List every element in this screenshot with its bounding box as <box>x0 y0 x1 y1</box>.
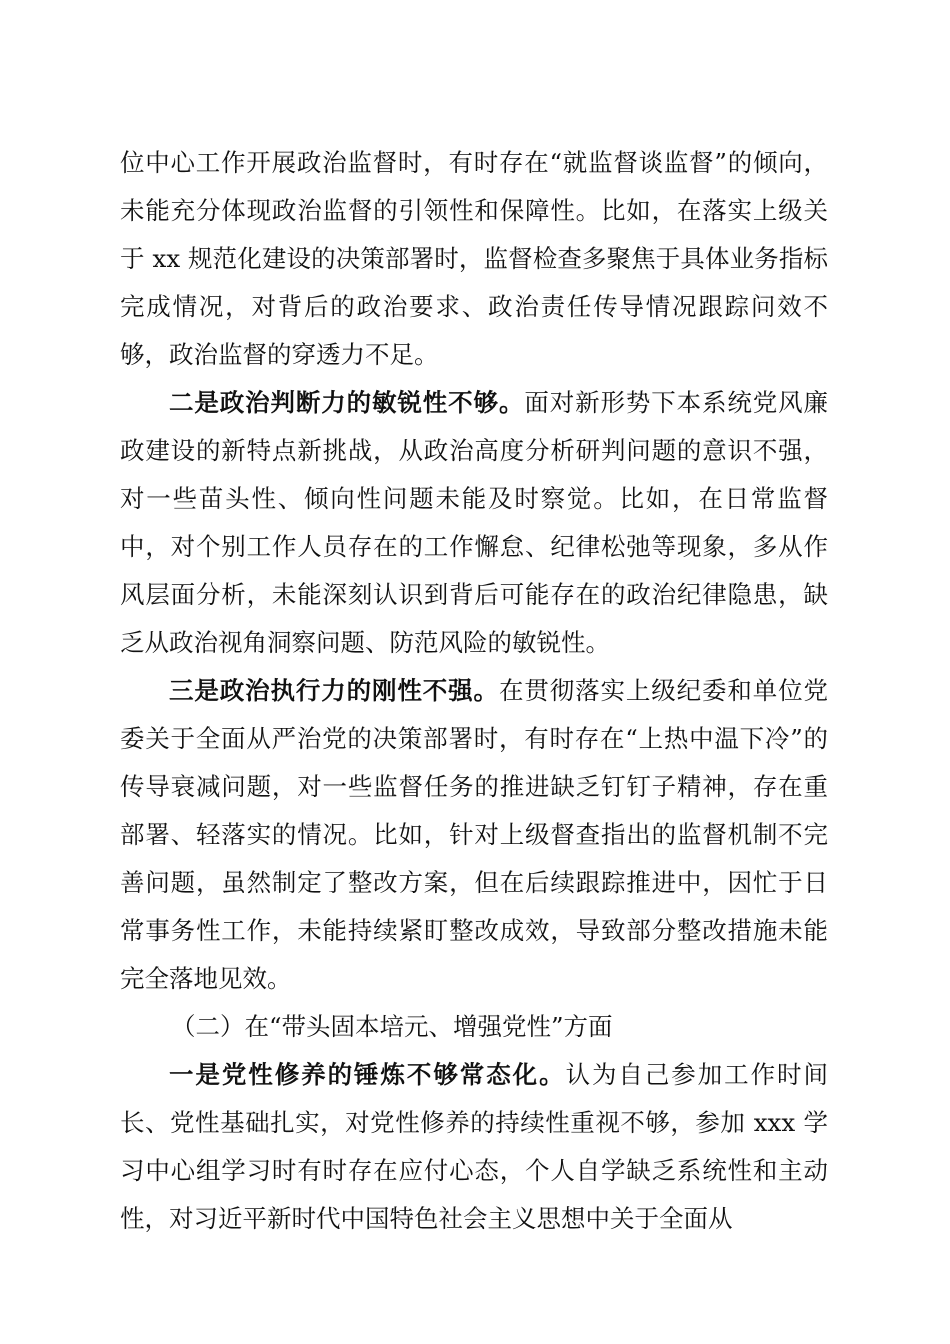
paragraph-lead: 一是党性修养的锤炼不够常态化。 <box>169 1060 566 1089</box>
paragraph-continuation <box>120 139 828 379</box>
paragraph-text: 认为自己参加工作时间长、党性基础扎实，对党性修养的持续性重视不够，参加 xxx 学习中心组学习时有时存在应付心态，个人自学缺乏系统性和主动性，对习近平新时代中国特色社会主义思想中关于全面从 <box>120 1060 828 1233</box>
paragraph-text: 在贯彻落实上级纪委和单位党委关于全面从严治党的决策部署时，有时存在“上热中温下冷”的传导衰减问题，对一些监督任务的推进缺乏钉钉子精神，存在重部署、轻落实的情况。比如，针对上级督查指出的监督机制不完善问题，虽然制定了整改方案，但在后续跟踪推进中，因忙于日常事务性工作，未能持续紧盯整改成效，导致部分整改措施未能完全落地见效。 <box>120 676 829 993</box>
paragraph-party-spirit <box>120 1051 828 1243</box>
paragraph-text: 面对新形势下本系统党风廉政建设的新特点新挑战，从政治高度分析研判问题的意识不强，对一些苗头性、倾向性问题未能及时察觉。比如，在日常监督中，对个别工作人员存在的工作懈怠、纪律松弛等现象，多从作风层面分析，未能深刻认识到背后可能存在的政治纪律隐患，缺乏从政治视角洞察问题、防范风险的敏锐性。 <box>120 388 829 657</box>
section-heading: （二）在“带头固本培元、增强党性”方面 <box>171 1012 613 1041</box>
paragraph-political-judgment <box>120 379 828 667</box>
document-body <box>120 139 828 1243</box>
paragraph-text: 位中心工作开展政治监督时，有时存在“就监督谈监督”的倾向，未能充分体现政治监督的引领性和保障性。比如，在落实上级关于 xx 规范化建设的决策部署时，监督检查多聚焦于具体业务指标完成情况，对背后的政治要求、政治责任传导情况跟踪问效不够，政治监督的穿透力不足。 <box>120 148 828 369</box>
paragraph-lead: 二是政治判断力的敏锐性不够。 <box>169 388 525 417</box>
paragraph-lead: 三是政治执行力的刚性不强。 <box>169 676 499 705</box>
paragraph-political-execution <box>120 667 828 1003</box>
